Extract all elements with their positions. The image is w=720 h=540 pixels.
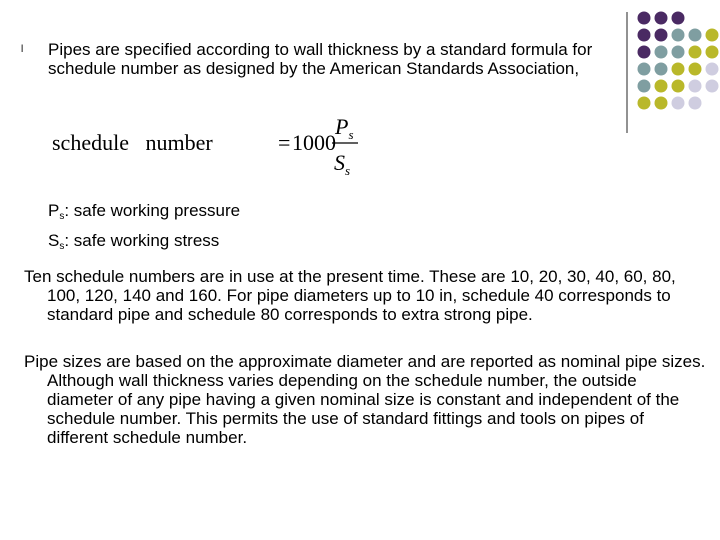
decor-dot: [638, 46, 651, 59]
decor-dot: [655, 46, 668, 59]
decor-dot: [638, 12, 651, 25]
decor-dot: [672, 29, 685, 42]
decor-dot: [706, 63, 719, 76]
formula-constant: 1000: [292, 130, 336, 155]
def-subscript: s: [59, 241, 65, 252]
decor-dot: [672, 12, 685, 25]
decor-dot: [672, 63, 685, 76]
definition-pressure: [48, 199, 240, 229]
decor-dot: [672, 97, 685, 110]
decor-dot: [638, 97, 651, 110]
def-symbol: S: [48, 231, 60, 250]
decor-dot: [672, 80, 685, 93]
decor-dot: [689, 63, 702, 76]
definition-stress: [48, 229, 240, 259]
decor-dot: [655, 12, 668, 25]
decor-dot: [706, 46, 719, 59]
def-subscript: s: [59, 211, 65, 222]
decor-dot: [672, 46, 685, 59]
decor-dot: [638, 29, 651, 42]
decor-dot: [706, 29, 719, 42]
decor-dot: [689, 80, 702, 93]
def-text: : safe working stress: [64, 231, 220, 250]
decor-dot: [689, 29, 702, 42]
decor-dot: [638, 80, 651, 93]
paragraph-schedule-numbers: Ten schedule numbers are in use at the present time. These are 10, 20, 30, 40, 60, 80, 100, 120, 140 and 160. For pipe diameters up to 10 in, schedule 40 corresponds to standard pipe and schedule 80 corresponds to extra strong pipe.: [24, 267, 676, 324]
decor-dot: [655, 29, 668, 42]
formula-equals: =: [278, 130, 291, 155]
def-symbol: P: [48, 201, 60, 220]
intro-text: Pipes are specified according to wall thickness by a standard formula for schedule number as designed by the American Standards Association,: [48, 40, 593, 78]
decor-dot: [655, 63, 668, 76]
decor-dot: [655, 97, 668, 110]
symbol-definitions: [48, 199, 240, 259]
numerator-subscript: s: [348, 127, 354, 142]
paragraph-pipe-sizes: Pipe sizes are based on the approximate diameter and are reported as nominal pipe sizes. Although wall thickness varies depending on the schedule number, the outside diameter of any pipe having a given nominal size is constant and independent of the schedule number. This permits the use of standard fittings and tools on pipes of different schedule number.: [24, 352, 706, 447]
decor-dot: [689, 46, 702, 59]
decor-dot: [638, 63, 651, 76]
schedule-number-formula: [52, 110, 372, 190]
decor-dot: [706, 80, 719, 93]
bullet-marker: l: [21, 44, 24, 55]
formula-denominator: [334, 150, 350, 178]
decor-dot: [655, 80, 668, 93]
denominator-subscript: s: [345, 163, 351, 178]
denominator-symbol: S: [334, 150, 345, 175]
decor-dot: [689, 97, 702, 110]
numerator-symbol: P: [335, 114, 349, 139]
formula-numerator: [334, 114, 354, 142]
formula-lhs: schedule number: [52, 130, 213, 155]
def-text: : safe working pressure: [64, 201, 241, 220]
